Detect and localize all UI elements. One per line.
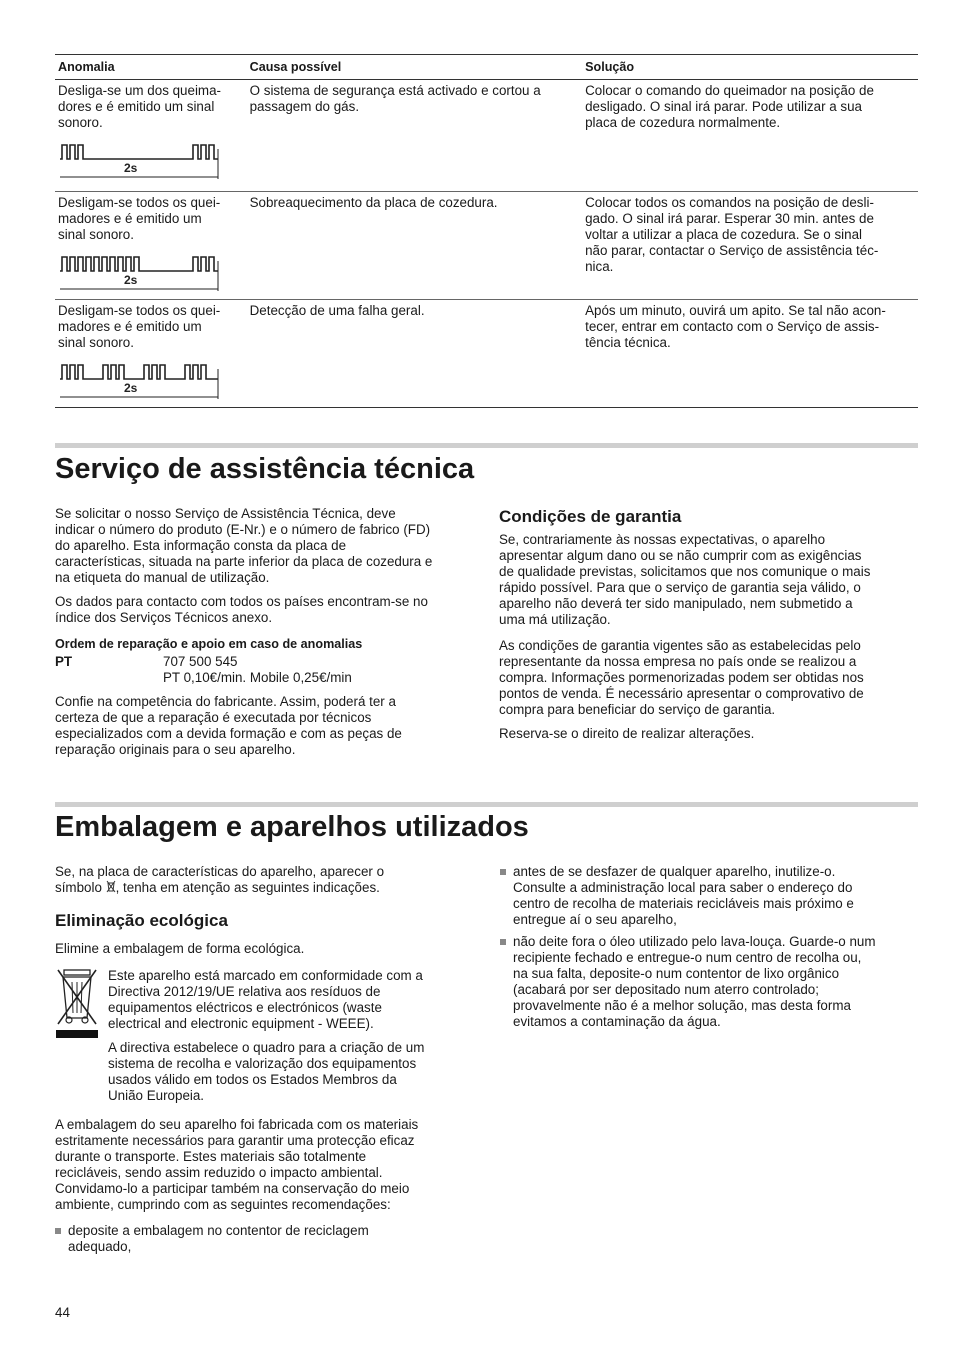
page-number: 44 bbox=[55, 1305, 70, 1320]
service-paragraph-1: Se solicitar o nosso Serviço de Assistência Técnica, deve indicar o número do produto (E-Nr.) e o número de fabrico (FD) do aparelho. Esta informação consta da placa de características, situada na parte inferior da placa de cozedura e na etiqueta do manual de utilização. bbox=[55, 506, 433, 585]
country-code: PT bbox=[55, 654, 73, 669]
cell-anomaly bbox=[55, 80, 247, 192]
list-item bbox=[68, 1223, 478, 1255]
service-paragraph-3: Confie na competência do fabricante. Assim, poderá ter a certeza de que a reparação é executada por técnicos especializados com a devida formação e com as peças de reparação originais para o seu aparelho. bbox=[55, 694, 402, 757]
anomaly-text: Desliga-se um dos queima- dores e é emitido um sinal sonoro. bbox=[58, 83, 221, 130]
table-row bbox=[55, 192, 918, 300]
anomaly-table bbox=[55, 54, 918, 408]
service-paragraph-2: Os dados para contacto com todos os países encontram-se no índice dos Serviços Técnicos anexo. bbox=[55, 594, 428, 625]
anomaly-text: Desligam-se todos os quei- madores e é emitido um sinal sonoro. bbox=[58, 195, 221, 242]
service-title: Serviço de assistência técnica bbox=[55, 453, 475, 485]
cell-solution: Colocar o comando do queimador na posição de desligado. O sinal irá parar. Pode utilizar a sua placa de cozedura normalmente. bbox=[582, 80, 918, 192]
weee-paragraph-2: A directiva estabelece o quadro para a criação de um sistema de recolha e valorização dos equipamentos usados válido em todos os Estados Membros da União Europeia. bbox=[108, 1040, 425, 1103]
weee-text bbox=[108, 968, 478, 1104]
cell-solution: Colocar todos os comandos na posição de desli- gado. O sinal irá parar. Esperar 30 min. antes de voltar a utilizar a placa de cozedura. Se o sinal não parar, contactar o Serviço de assistência téc- nica. bbox=[582, 192, 918, 300]
repair-order-heading: Ordem de reparação e apoio em caso de anomalias bbox=[55, 637, 363, 651]
bullet-text: deposite a embalagem no contentor de reciclagem adequado, bbox=[68, 1223, 369, 1254]
service-column bbox=[55, 506, 480, 758]
signal-label: 2s bbox=[124, 381, 138, 395]
signal-diagram-2 bbox=[58, 253, 224, 293]
warranty-paragraph-3: Reserva-se o direito de realizar alterações. bbox=[499, 726, 755, 741]
warranty-title: Condições de garantia bbox=[499, 507, 682, 526]
intro-text-b: , tenha em atenção as seguintes indicações. bbox=[115, 880, 380, 895]
bullet-square-icon bbox=[500, 869, 506, 875]
bullet-square-icon bbox=[55, 1228, 61, 1234]
header-solution: Solução bbox=[582, 55, 918, 80]
weee-small-icon bbox=[106, 880, 116, 893]
weee-bin-icon bbox=[55, 968, 99, 1040]
packaging-intro bbox=[55, 864, 480, 896]
intro-text-a: Se, na placa de características do aparelho, aparecer o símbolo bbox=[55, 864, 385, 895]
eco-paragraph: Elimine a embalagem de forma ecológica. bbox=[55, 941, 305, 956]
cell-cause: Detecção de uma falha geral. bbox=[247, 300, 583, 408]
packaging-title: Embalagem e aparelhos utilizados bbox=[55, 811, 529, 843]
section-divider bbox=[55, 802, 918, 807]
contact-block bbox=[55, 654, 480, 686]
weee-paragraph-1: Este aparelho está marcado em conformidade com a Directiva 2012/19/UE relativa aos resíduos de equipamentos eléctricos e electrónicos (waste electrical and electronic equipment - WEEE). bbox=[108, 968, 423, 1031]
header-cause: Causa possível bbox=[247, 55, 583, 80]
warranty-paragraph-1: Se, contrariamente às nossas expectativas, o aparelho apresentar algum dano ou se não cumprir com as exigências de qualidade previstas, solicitamos que nos comunique o mais rápido possível. Para que o serviço de garantia seja válido, o aparelho não deverá ter sido manipulado, nem submetido a uma má utilização. bbox=[499, 532, 871, 627]
section-divider bbox=[55, 443, 918, 448]
cell-anomaly bbox=[55, 192, 247, 300]
list-item bbox=[513, 864, 923, 928]
bullet-text: antes de se desfazer de qualquer aparelho, inutilize-o. Consulte a administração local para saber o endereço do centro de recolha de materiais recicláveis mais próximo e entregue aí o seu aparelho, bbox=[513, 864, 854, 927]
header-anomaly: Anomalia bbox=[55, 55, 247, 80]
signal-diagram-1 bbox=[58, 141, 224, 181]
bullet-text: não deite fora o óleo utilizado pelo lava-louça. Guarde-o num recipiente fechado e entregue-o num centro de recolha ou, na sua falta, deposite-o num contentor de lixo orgânico (acabará por ser depositado num aterro controlado; provavelmente não é a melhor solução, mas desta forma evitamos a contaminação da água. bbox=[513, 934, 876, 1029]
list-item bbox=[513, 934, 923, 1030]
bullet-square-icon bbox=[500, 939, 506, 945]
signal-label: 2s bbox=[124, 161, 138, 175]
table-row bbox=[55, 80, 918, 192]
materials-paragraph: A embalagem do seu aparelho foi fabricada com os materiais estritamente necessários para garantir uma protecção eficaz durante o transporte. Estes materiais são totalmente recicláveis, sendo assim reduzido o impacto ambiental. Convidamo-lo a participar também na conservação do meio ambiente, cumprindo com as seguintes recomendações: bbox=[55, 1117, 419, 1212]
warranty-paragraph-2: As condições de garantia vigentes são as estabelecidas pelo representante da nossa empresa no país onde se realizou a compra. Informações pormenorizadas podem ser obtidas nos pontos de venda. É necessário apresentar o comprovativo de compra para beneficiar do serviço de garantia. bbox=[499, 638, 864, 717]
cell-cause: Sobreaquecimento da placa de cozedura. bbox=[247, 192, 583, 300]
anomaly-text: Desligam-se todos os quei- madores e é emitido um sinal sonoro. bbox=[58, 303, 221, 350]
warranty-column bbox=[499, 532, 924, 742]
cell-cause: O sistema de segurança está activado e cortou a passagem do gás. bbox=[247, 80, 583, 192]
table-row bbox=[55, 300, 918, 408]
cell-anomaly bbox=[55, 300, 247, 408]
signal-diagram-3 bbox=[58, 361, 224, 401]
call-rates: PT 0,10€/min. Mobile 0,25€/min bbox=[163, 670, 352, 685]
phone-number: 707 500 545 bbox=[163, 654, 238, 669]
table-header-row bbox=[55, 55, 918, 80]
eco-title: Eliminação ecológica bbox=[55, 911, 228, 930]
signal-label: 2s bbox=[124, 273, 138, 287]
cell-solution: Após um minuto, ouvirá um apito. Se tal não acon- tecer, entrar em contacto com o Serviço de assis- tência técnica. bbox=[582, 300, 918, 408]
